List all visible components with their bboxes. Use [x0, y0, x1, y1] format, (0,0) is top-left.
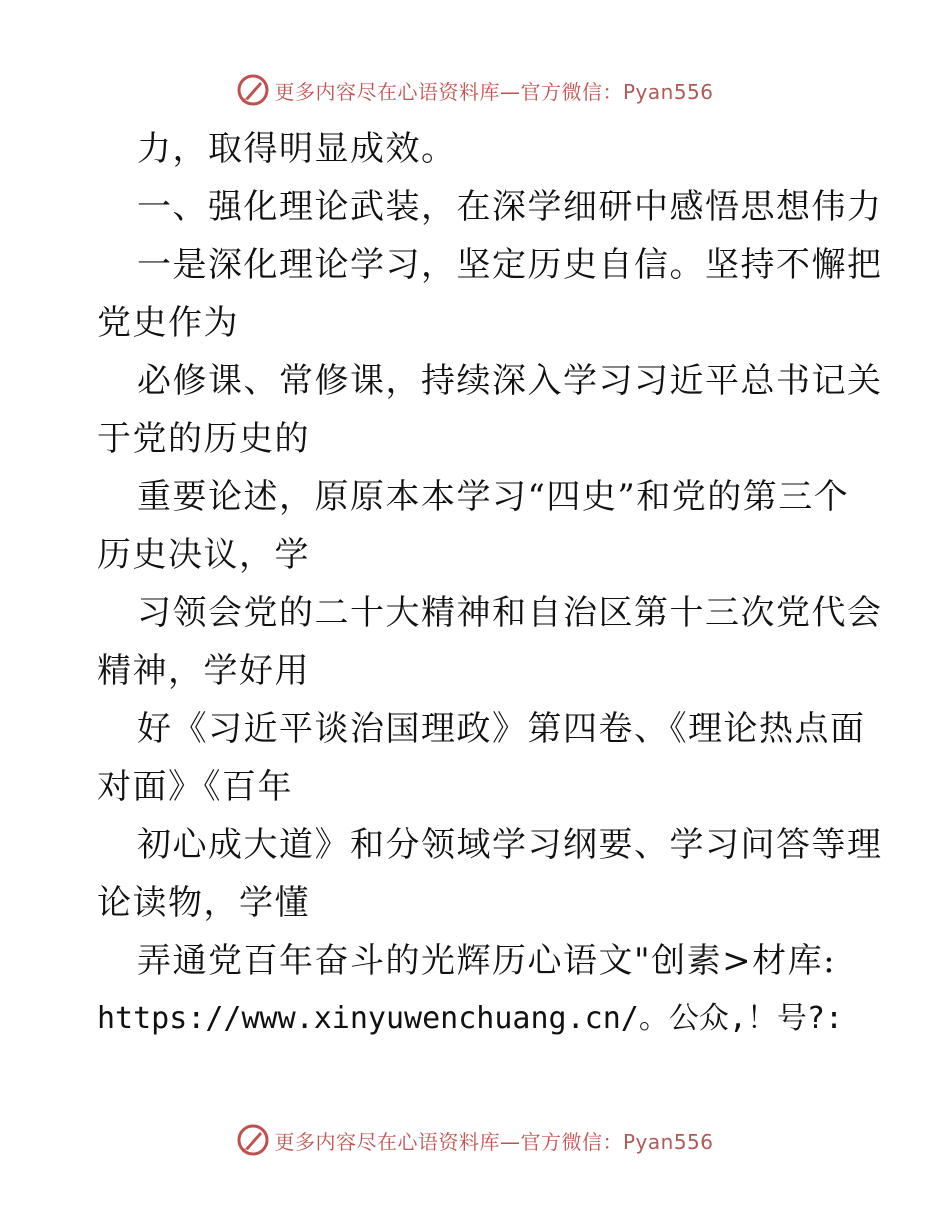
watermark-main-text: 更多内容尽在心语资料库 [274, 79, 500, 104]
watermark-wechat-label: 官方微信： [520, 1129, 623, 1154]
watermark-wechat-label: 官方微信： [520, 79, 623, 104]
body-line: 对面》《百年 [97, 767, 293, 807]
watermark-dash: — [499, 1129, 521, 1154]
body-line: 习领会党的二十大精神和自治区第十三次党代会 [137, 593, 883, 633]
body-line: 论读物，学懂 [97, 883, 310, 923]
body-line: 力，取得明显成效。 [137, 129, 457, 169]
document-body [97, 120, 883, 1048]
body-line: 初心成大道》和分领域学习纲要、学习问答等理 [137, 825, 883, 865]
watermark-dash: — [499, 79, 521, 104]
section-heading: 一、强化理论武装，在深学细研中感悟思想伟力 [137, 187, 883, 227]
body-line: 于党的历史的 [97, 419, 310, 459]
body-line: 精神，学好用 [97, 651, 310, 691]
watermark-wechat-id: Pyan556 [622, 1129, 714, 1154]
body-line: 党史作为 [97, 303, 239, 343]
url-line: https://www.xinyuwenchuang.cn/。公众,！号?: [97, 1001, 844, 1036]
footer-watermark [0, 1120, 950, 1160]
body-line: 好《习近平谈治国理政》第四卷、《理论热点面 [137, 709, 866, 749]
body-line: 必修课、常修课，持续深入学习习近平总书记关 [137, 361, 883, 401]
watermark-main-text: 更多内容尽在心语资料库 [274, 1129, 500, 1154]
body-line: 历史决议，学 [97, 535, 310, 575]
quill-logo-icon [236, 73, 270, 107]
body-line: 弄通党百年奋斗的光辉历心语文"创素>材库: [137, 941, 837, 981]
body-line: 重要论述，原原本本学习“四史”和党的第三个 [137, 477, 850, 517]
quill-logo-icon [236, 1123, 270, 1157]
body-line: 一是深化理论学习，坚定历史自信。坚持不懈把 [137, 245, 883, 285]
watermark-wechat-id: Pyan556 [622, 79, 714, 104]
header-watermark [0, 70, 950, 110]
